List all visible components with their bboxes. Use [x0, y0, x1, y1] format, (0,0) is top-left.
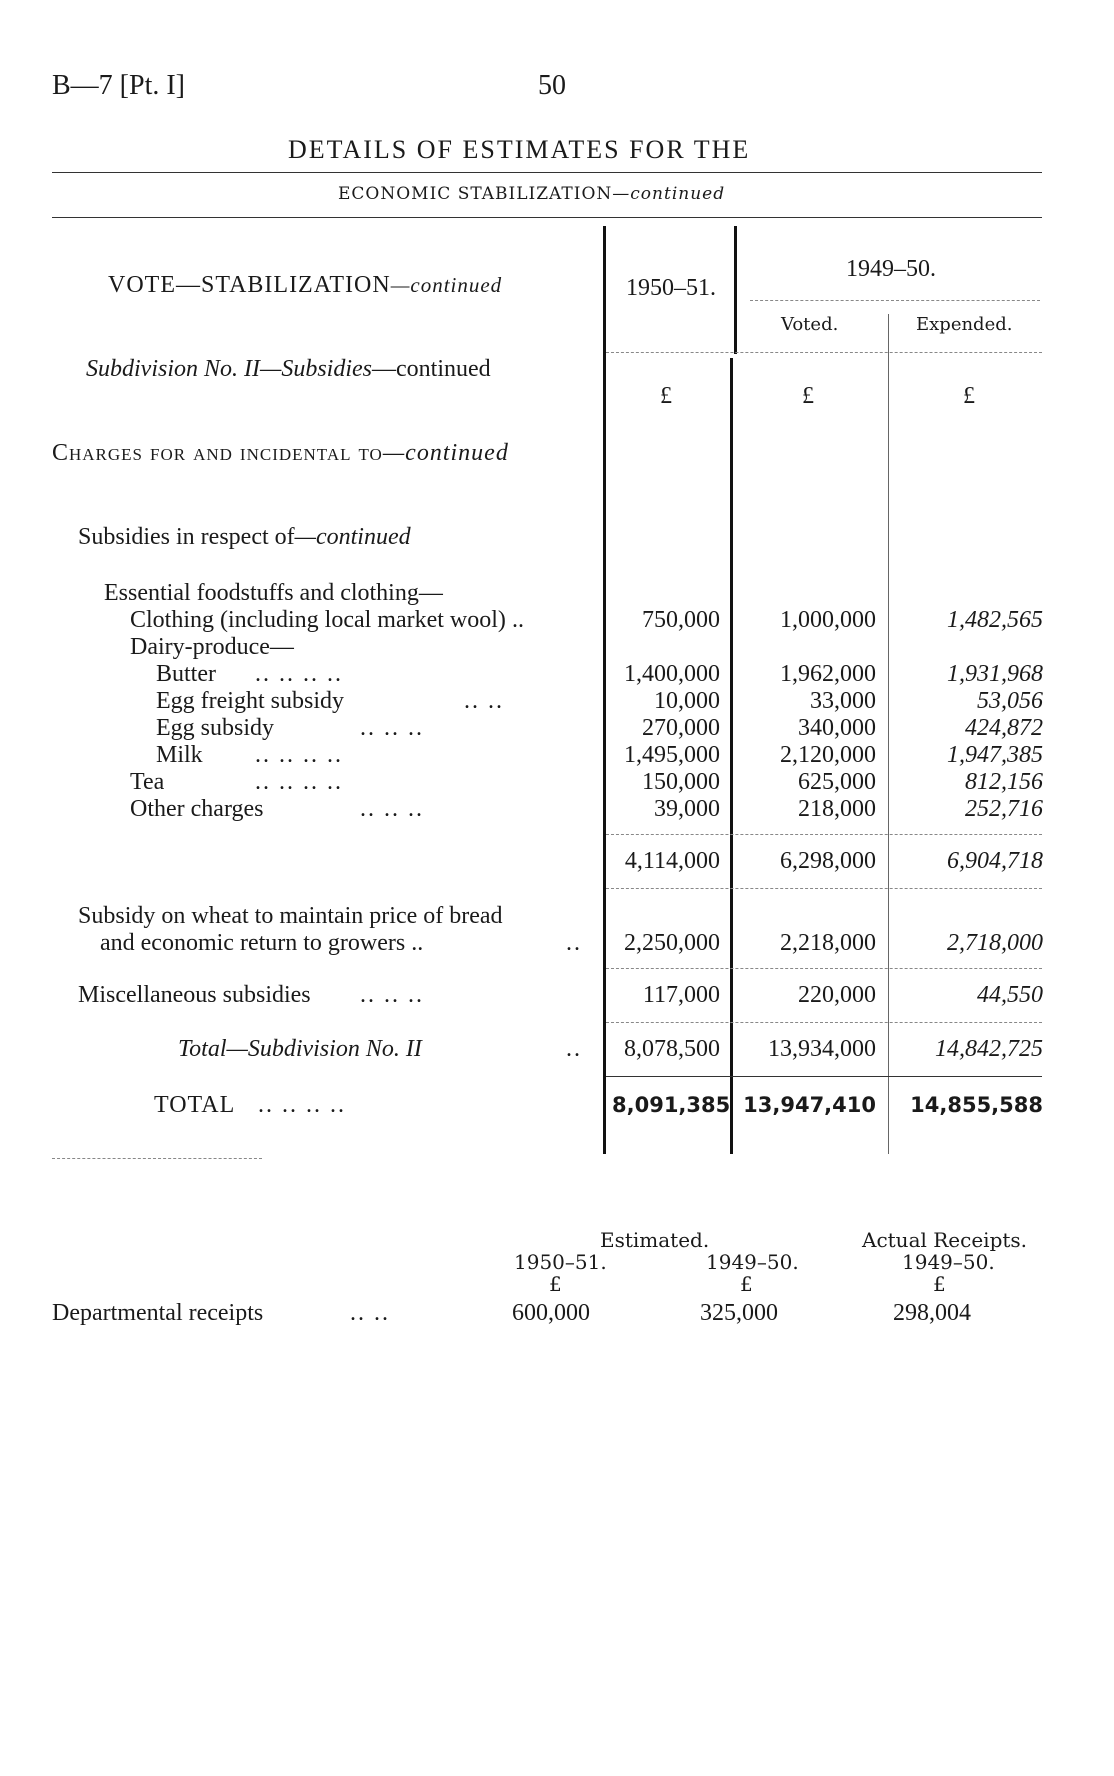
row-other-charges-dots: .. .. ..: [360, 796, 424, 822]
wheat-bottom-rule: [606, 968, 1042, 969]
row-label-clothing: Clothing (including local market wool) ..: [130, 607, 524, 633]
row-butter-1950: 1,400,000: [624, 661, 720, 687]
subtotal-label: Total—Subdivision No. II: [178, 1036, 422, 1062]
subtotal-dots: ..: [566, 1036, 582, 1062]
receipts-actual-heading: Actual Receipts.: [862, 1228, 1028, 1252]
subdivision-heading: Subdivision No. II—Subsidies—continued: [86, 356, 491, 382]
total-voted: 13,947,410: [743, 1093, 876, 1117]
row-butter-expended: 1,931,968: [947, 661, 1043, 687]
column-header-voted: Voted.: [781, 314, 839, 335]
row-tea-dots: .. .. .. ..: [255, 769, 343, 795]
wheat-1950: 2,250,000: [624, 930, 720, 956]
column-header-expended: Expended.: [916, 314, 1013, 335]
subtitle-rule: [52, 217, 1042, 218]
row-label-butter: Butter: [156, 661, 216, 687]
column-rule-mid: [730, 358, 733, 1154]
currency-1950: £: [660, 383, 672, 409]
misc-bottom-rule: [606, 1022, 1042, 1023]
row-egg-subsidy-dots: .. .. ..: [360, 715, 424, 741]
essential-total-1950: 4,114,000: [624, 848, 720, 874]
row-other-charges-1950: 39,000: [654, 796, 720, 822]
row-tea-voted: 625,000: [798, 769, 876, 795]
row-milk-voted: 2,120,000: [780, 742, 876, 768]
page-title: DETAILS OF ESTIMATES FOR THE: [288, 135, 751, 164]
vote-title: VOTE—STABILIZATION—continued: [108, 272, 503, 298]
total-expended: 14,855,588: [910, 1093, 1043, 1117]
essential-total-voted: 6,298,000: [780, 848, 876, 874]
receipts-col-1949: 1949–50.: [706, 1250, 799, 1274]
column-header-1949: 1949–50.: [846, 256, 936, 282]
row-clothing-1950: 750,000: [642, 607, 720, 633]
receipts-col-1950: 1950–51.: [514, 1250, 607, 1274]
subtotal-expended: 14,842,725: [935, 1036, 1043, 1062]
row-egg-subsidy-1950: 270,000: [642, 715, 720, 741]
receipts-estimated-heading: Estimated.: [600, 1228, 710, 1252]
dairy-heading: Dairy-produce—: [130, 634, 294, 660]
row-other-charges-expended: 252,716: [965, 796, 1043, 822]
receipts-currency-actual: £: [933, 1272, 946, 1296]
section-subtitle: ECONOMIC STABILIZATION—continued: [338, 184, 726, 204]
row-clothing-expended: 1,482,565: [947, 607, 1043, 633]
row-egg-subsidy-voted: 340,000: [798, 715, 876, 741]
row-egg-freight-1950: 10,000: [654, 688, 720, 714]
row-label-egg-subsidy: Egg subsidy: [156, 715, 275, 741]
row-label-other-charges: Other charges: [130, 796, 264, 822]
table-end-rule: [52, 1158, 262, 1159]
wheat-label-line2: and economic return to growers ..: [100, 930, 424, 956]
receipts-currency-1950: £: [549, 1272, 562, 1296]
row-milk-expended: 1,947,385: [947, 742, 1043, 768]
page-number: 50: [538, 70, 566, 101]
row-tea-1950: 150,000: [642, 769, 720, 795]
year-span-rule: [750, 300, 1040, 301]
currency-voted: £: [802, 383, 814, 409]
misc-1950: 117,000: [642, 982, 720, 1008]
receipts-label: Departmental receipts: [52, 1300, 264, 1326]
receipts-currency-1949: £: [740, 1272, 753, 1296]
row-butter-dots: .. .. .. ..: [255, 661, 343, 687]
row-clothing-voted: 1,000,000: [780, 607, 876, 633]
total-label: TOTAL: [154, 1092, 236, 1118]
misc-dots: .. .. ..: [360, 982, 424, 1008]
currency-expended: £: [963, 383, 975, 409]
grand-total-top-rule: [606, 1076, 1042, 1077]
essential-total-bottom-rule: [606, 888, 1042, 889]
wheat-label-line1: Subsidy on wheat to maintain price of bread: [78, 903, 503, 929]
misc-label: Miscellaneous subsidies: [78, 982, 311, 1008]
column-rule-left: [603, 226, 606, 1154]
charges-heading: Charges for and incidental to—continued: [52, 440, 509, 466]
misc-voted: 220,000: [798, 982, 876, 1008]
row-label-milk: Milk: [156, 742, 203, 768]
receipts-actual: 298,004: [893, 1300, 971, 1326]
essential-heading: Essential foodstuffs and clothing—: [104, 580, 443, 606]
receipts-dots: .. ..: [350, 1300, 390, 1326]
row-egg-freight-dots: .. ..: [464, 688, 504, 714]
row-egg-subsidy-expended: 424,872: [965, 715, 1043, 741]
column-header-1950: 1950–51.: [626, 275, 716, 301]
total-1950: 8,091,385: [612, 1093, 731, 1117]
essential-total-rule: [606, 834, 1042, 835]
receipts-1950: 600,000: [512, 1300, 590, 1326]
row-label-egg-freight: Egg freight subsidy: [156, 688, 344, 714]
header-bottom-rule: [606, 352, 1042, 353]
document-reference: B—7 [Pt. I]: [52, 70, 185, 101]
subsidies-heading: Subsidies in respect of—continued: [78, 524, 411, 550]
row-other-charges-voted: 218,000: [798, 796, 876, 822]
subtotal-voted: 13,934,000: [768, 1036, 876, 1062]
row-label-tea: Tea: [130, 769, 165, 795]
row-tea-expended: 812,156: [965, 769, 1043, 795]
subtotal-1950: 8,078,500: [624, 1036, 720, 1062]
misc-expended: 44,550: [977, 982, 1043, 1008]
row-egg-freight-expended: 53,056: [977, 688, 1043, 714]
total-dots: .. .. .. ..: [258, 1092, 346, 1118]
wheat-expended: 2,718,000: [947, 930, 1043, 956]
wheat-voted: 2,218,000: [780, 930, 876, 956]
row-butter-voted: 1,962,000: [780, 661, 876, 687]
row-egg-freight-voted: 33,000: [810, 688, 876, 714]
title-rule: [52, 172, 1042, 173]
row-milk-1950: 1,495,000: [624, 742, 720, 768]
row-milk-dots: .. .. .. ..: [255, 742, 343, 768]
essential-total-expended: 6,904,718: [947, 848, 1043, 874]
receipts-1949: 325,000: [700, 1300, 778, 1326]
wheat-dots: ..: [566, 930, 582, 956]
column-rule-mid-top: [734, 226, 737, 354]
receipts-col-actual-year: 1949–50.: [902, 1250, 995, 1274]
column-rule-right: [888, 314, 889, 1154]
